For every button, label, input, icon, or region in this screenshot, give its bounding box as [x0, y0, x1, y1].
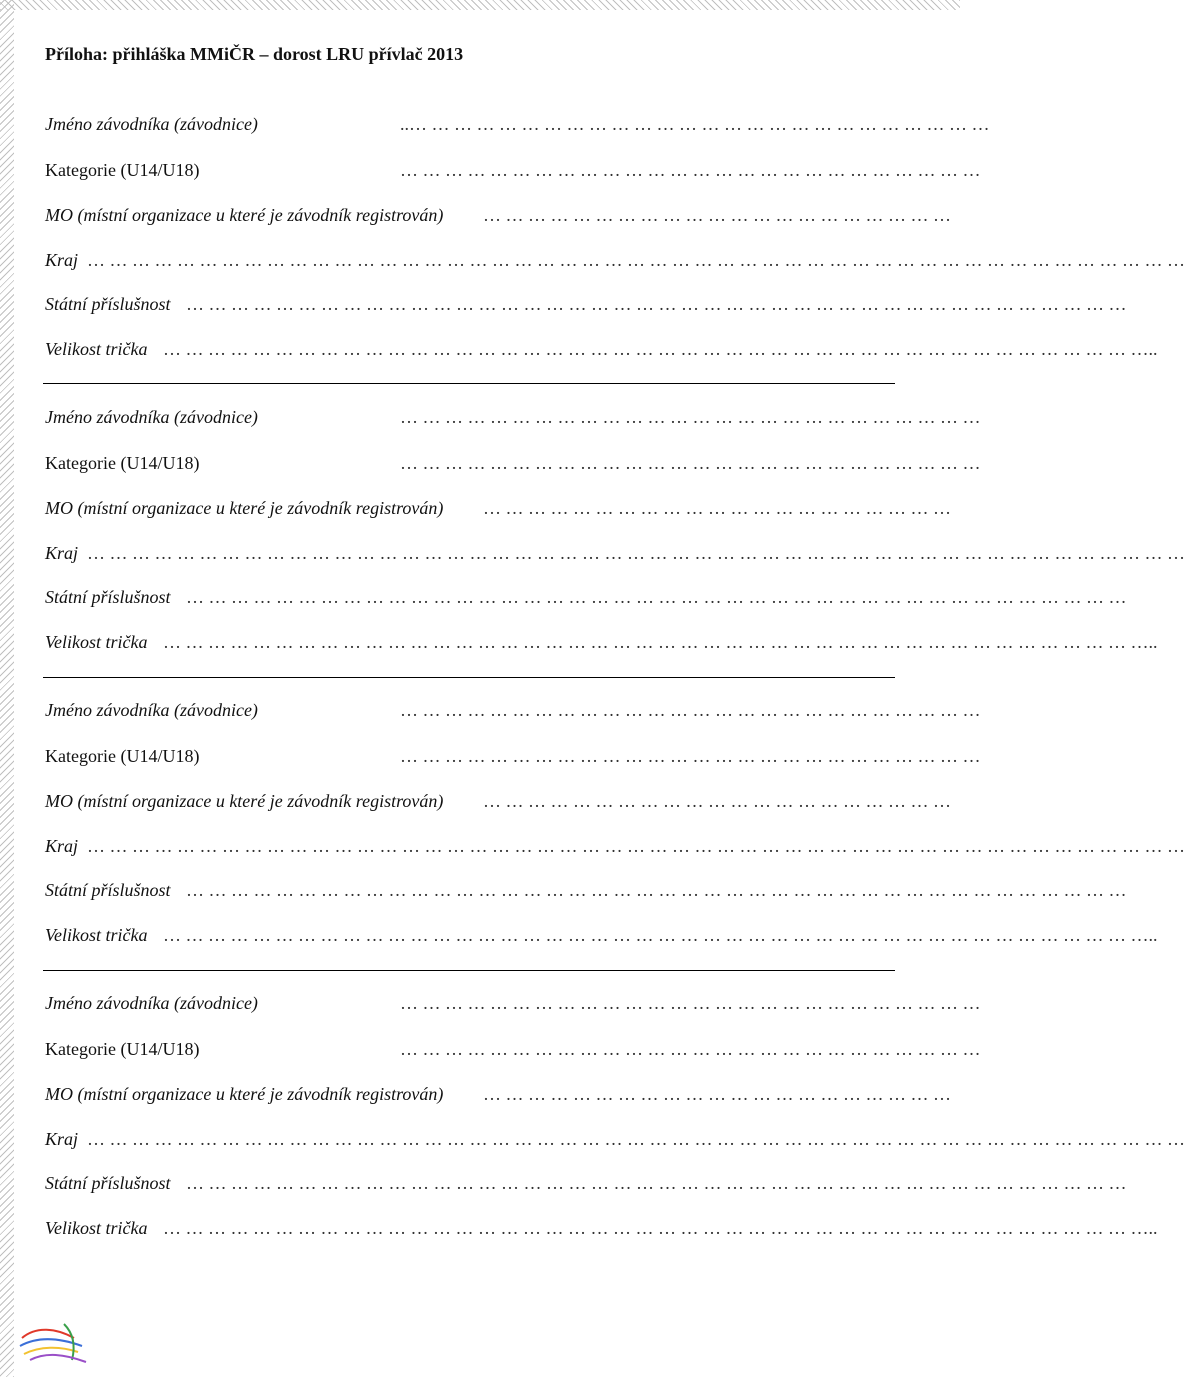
label-category: Kategorie (U14/U18) [45, 746, 200, 766]
fill-line-shirt: … … … … … … … … … … … … … … … … … … … … … … … … … … … … … … … … … … … … … … … … … … … ….. [163, 1218, 1158, 1238]
fill-line-nationality: … … … … … … … … … … … … … … … … … … … … … … … … … … … … … … … … … … … … … … … … … … [186, 294, 1127, 314]
label-nationality: Státní příslušnost [45, 294, 171, 314]
label-mo: MO (místní organizace u které je závodník registrován) [45, 498, 444, 518]
fill-line-region: … … … … … … … … … … … … … … … … … … … … … … … … … … … … … … … … … … … … … … … … … … … … … … … … … [87, 1129, 1185, 1149]
fill-line-shirt: … … … … … … … … … … … … … … … … … … … … … … … … … … … … … … … … … … … … … … … … … … … ….. [163, 339, 1158, 359]
label-region: Kraj [45, 250, 79, 270]
fill-line-name: ..… … … … … … … … … … … … … … … … … … … … … … … … … … [400, 114, 990, 134]
fill-line-name: … … … … … … … … … … … … … … … … … … … … … … … … … … [400, 993, 981, 1013]
label-category: Kategorie (U14/U18) [45, 453, 200, 473]
fill-line-nationality: … … … … … … … … … … … … … … … … … … … … … … … … … … … … … … … … … … … … … … … … … … [186, 880, 1127, 900]
decorative-top-border [0, 0, 960, 10]
logo-swoosh-red [22, 1330, 74, 1338]
fill-line-category: … … … … … … … … … … … … … … … … … … … … … … … … … … [400, 1039, 981, 1059]
label-nationality: Státní příslušnost [45, 1173, 171, 1193]
fill-line-mo: … … … … … … … … … … … … … … … … … … … … … [483, 498, 951, 518]
fill-line-name: … … … … … … … … … … … … … … … … … … … … … … … … … … [400, 407, 981, 427]
fill-line-shirt: … … … … … … … … … … … … … … … … … … … … … … … … … … … … … … … … … … … … … … … … … … … ….. [163, 632, 1158, 652]
fill-line-category: … … … … … … … … … … … … … … … … … … … … … … … … … … [400, 746, 981, 766]
decorative-left-border [0, 0, 14, 1377]
page-title: Příloha: přihláška MMiČR – dorost LRU přívlač 2013 [45, 44, 464, 64]
fill-line-region: … … … … … … … … … … … … … … … … … … … … … … … … … … … … … … … … … … … … … … … … … … … … … … … … … [87, 836, 1185, 856]
label-shirt: Velikost trička [45, 925, 148, 945]
label-name: Jméno závodníka (závodnice) [45, 993, 258, 1013]
fill-line-shirt: … … … … … … … … … … … … … … … … … … … … … … … … … … … … … … … … … … … … … … … … … … … ….. [163, 925, 1158, 945]
entry-block-3 [45, 700, 1185, 970]
label-category: Kategorie (U14/U18) [45, 1039, 200, 1059]
entry-block-2 [45, 407, 1185, 677]
label-region: Kraj [45, 1129, 79, 1149]
entry-block-1 [45, 114, 1185, 384]
fill-line-nationality: … … … … … … … … … … … … … … … … … … … … … … … … … … … … … … … … … … … … … … … … … … [186, 587, 1127, 607]
label-shirt: Velikost trička [45, 632, 148, 652]
label-mo: MO (místní organizace u které je závodník registrován) [45, 791, 444, 811]
fill-line-mo: … … … … … … … … … … … … … … … … … … … … … [483, 791, 951, 811]
label-nationality: Státní příslušnost [45, 587, 171, 607]
label-region: Kraj [45, 543, 79, 563]
separator-line [43, 383, 895, 384]
organization-logo [16, 1316, 92, 1366]
fill-line-category: … … … … … … … … … … … … … … … … … … … … … … … … … … [400, 453, 981, 473]
fill-line-mo: … … … … … … … … … … … … … … … … … … … … … [483, 205, 951, 225]
label-name: Jméno závodníka (závodnice) [45, 114, 258, 134]
fill-line-mo: … … … … … … … … … … … … … … … … … … … … … [483, 1084, 951, 1104]
label-shirt: Velikost trička [45, 1218, 148, 1238]
entry-block-4 [45, 993, 1185, 1263]
label-name: Jméno závodníka (závodnice) [45, 700, 258, 720]
label-mo: MO (místní organizace u které je závodník registrován) [45, 205, 444, 225]
fill-line-category: … … … … … … … … … … … … … … … … … … … … … … … … … … [400, 160, 981, 180]
label-region: Kraj [45, 836, 79, 856]
fill-line-region: … … … … … … … … … … … … … … … … … … … … … … … … … … … … … … … … … … … … … … … … … … … … … … … … … [87, 250, 1185, 270]
fill-line-name: … … … … … … … … … … … … … … … … … … … … … … … … … … [400, 700, 981, 720]
separator-line [43, 677, 895, 678]
separator-line [43, 970, 895, 971]
fill-line-region: … … … … … … … … … … … … … … … … … … … … … … … … … … … … … … … … … … … … … … … … … … … … … … … … … [87, 543, 1185, 563]
label-shirt: Velikost trička [45, 339, 148, 359]
logo-swoosh-purple [30, 1355, 86, 1362]
label-name: Jméno závodníka (závodnice) [45, 407, 258, 427]
label-nationality: Státní příslušnost [45, 880, 171, 900]
fill-line-nationality: … … … … … … … … … … … … … … … … … … … … … … … … … … … … … … … … … … … … … … … … … … [186, 1173, 1127, 1193]
label-category: Kategorie (U14/U18) [45, 160, 200, 180]
label-mo: MO (místní organizace u které je závodník registrován) [45, 1084, 444, 1104]
logo-swoosh-yellow [24, 1348, 78, 1354]
